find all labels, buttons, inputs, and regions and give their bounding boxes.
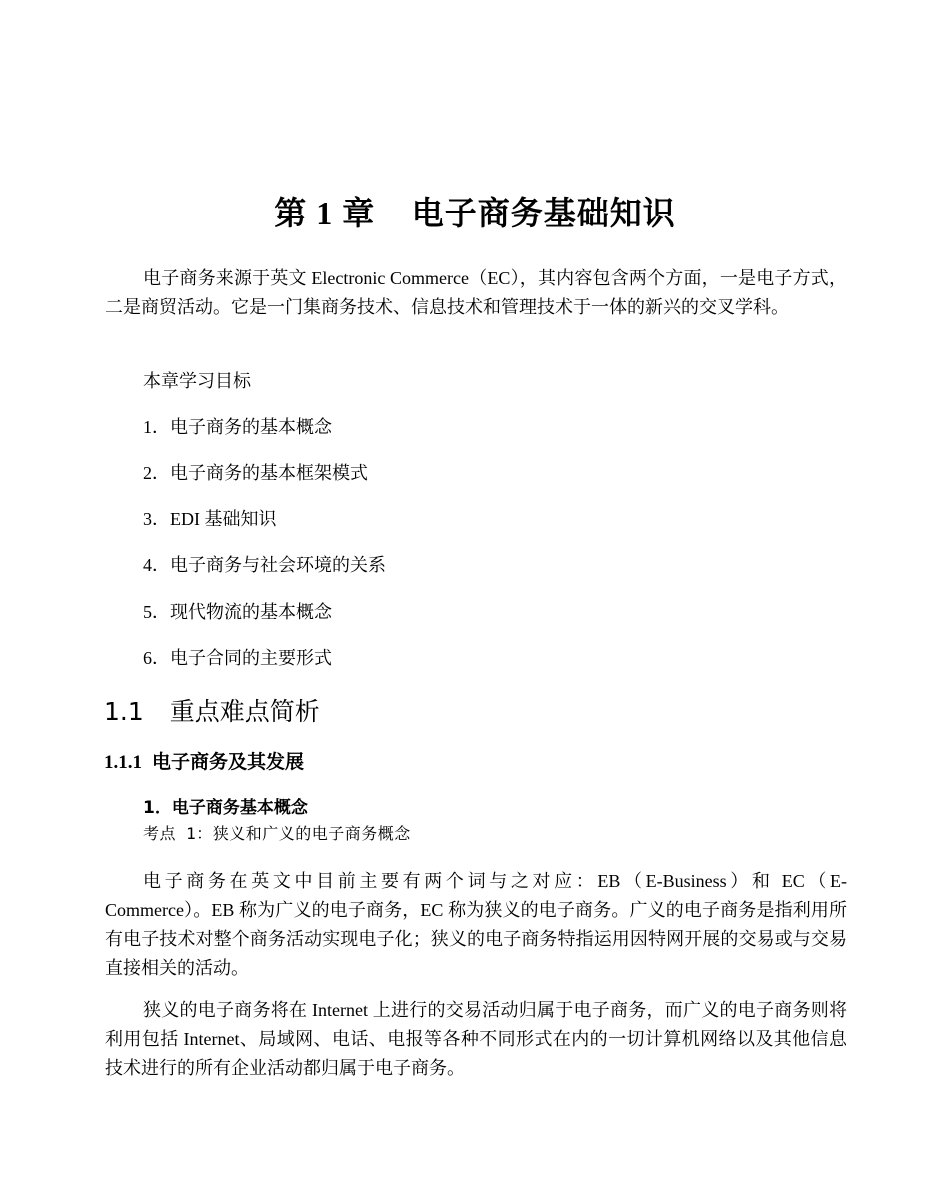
objective-item: 1．电子商务的基本概念	[143, 417, 332, 437]
chapter-title	[0, 191, 950, 235]
objective-item: 5．现代物流的基本概念	[143, 602, 332, 622]
section-heading	[104, 694, 320, 730]
kaodian-label: 考点 1：狭义和广义的电子商务概念	[143, 824, 411, 843]
objective-item: 4．电子商务与社会环境的关系	[143, 555, 386, 575]
section-title: 重点难点简析	[169, 697, 320, 726]
body-paragraph: 狭义的电子商务将在 Internet 上进行的交易活动归属于电子商务，而广义的电子商务则将利用包括 Internet、局域网、电话、电报等各种不同形式在内的一切计算机网络以及其他信息技术进行的所有企业活动都归属于电子商务。	[105, 1000, 847, 1078]
body-paragraph: 电子商务在英文中目前主要有两个词与之对应：EB（E-Business）和 EC（E-Commerce）。EB 称为广义的电子商务，EC 称为狭义的电子商务。广义的电子商务是指利用所有电子技术对整个商务活动实现电子化；狭义的电子商务特指运用因特网开展的交易或与交易直接相关的活动。	[105, 871, 847, 978]
point-heading: 1．电子商务基本概念	[143, 798, 308, 818]
chapter-name: 电子商务基础知识	[411, 194, 676, 233]
chapter-number: 第 1 章	[274, 195, 376, 232]
objective-item: 6．电子合同的主要形式	[143, 648, 332, 668]
subsection-title: 电子商务及其发展	[152, 751, 305, 773]
section-number: 1.1	[104, 697, 144, 726]
objective-item: 3．EDI 基础知识	[143, 509, 277, 529]
objectives-heading: 本章学习目标	[143, 371, 251, 391]
intro-paragraph: 电子商务来源于英文 Electronic Commerce（EC），其内容包含两个方面，一是电子方式，二是商贸活动。它是一门集商务技术、信息技术和管理技术于一体的新兴的交叉学科。	[105, 268, 847, 317]
objective-item: 2．电子商务的基本框架模式	[143, 463, 368, 483]
subsection-heading	[104, 748, 304, 777]
subsection-number: 1.1.1	[104, 752, 142, 773]
